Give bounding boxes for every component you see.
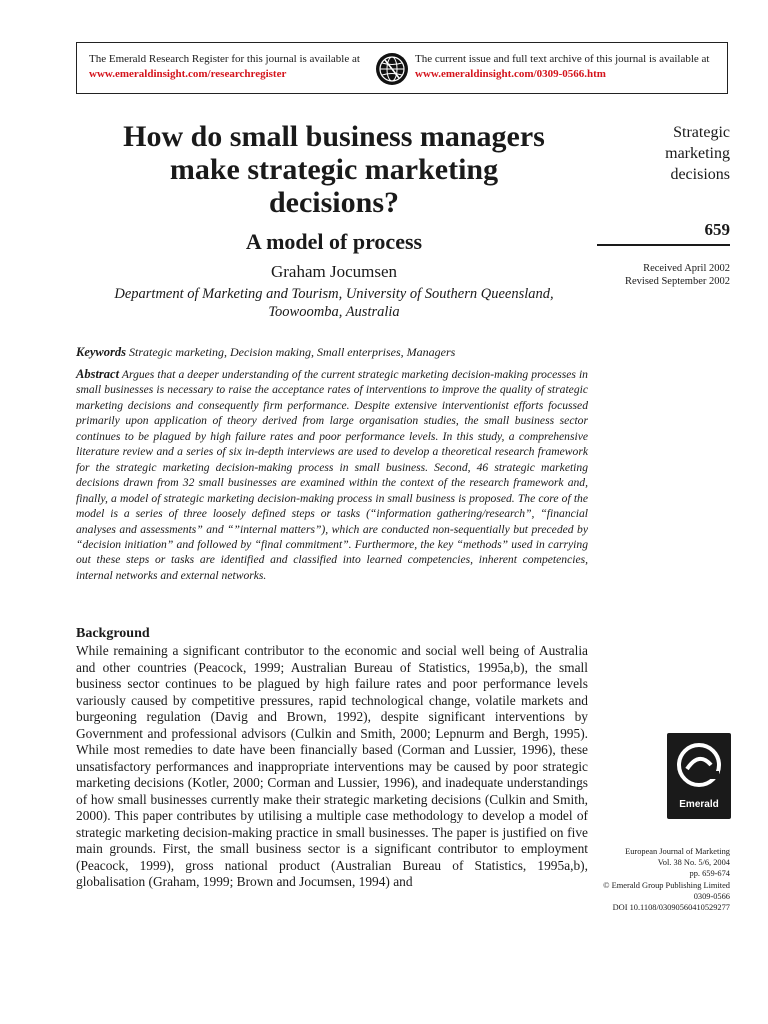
banner-left-text: The Emerald Research Register for this journal is available at (89, 53, 360, 65)
section-heading-background: Background (76, 626, 150, 641)
article-subtitle: A model of process (245, 229, 423, 254)
running-head-line: marketing (665, 145, 730, 162)
journal-citation (580, 846, 730, 913)
revised-date: Revised September 2002 (625, 276, 730, 287)
title-line: decisions? (268, 186, 400, 219)
affiliation-line: Department of Marketing and Tourism, University of Southern Queensland, (114, 286, 554, 302)
author-affiliation (70, 285, 598, 321)
journal-banner (76, 42, 728, 94)
background-paragraph: While remaining a significant contributor to the economic and social well being of Australia and other countries (Peacock, 1999; Australian Bureau of Statistics, 1995a,b), the small business sector continues to be plagued by high failure rates and poor performance levels variously caused by competitive pressures, rapid technological change, volatile markets and burgeoning regulation (Davig and Brown, 1992), despite significant interventions by Government and professional advisors (Culkin and Smith, 2000; Lepnurm and Bergh, 1995). While most remedies to date have been financially based (Corman and Lussier, 1996), these unsatisfactory performances and inappropriate interventions may be caused by poor strategic marketing decisions (Kotler, 2000; Corman and Lussier, 1996), and inadequate understandings of how small businesses currently make their strategic marketing decisions (Culkin and Smith, 2000). This paper contributes by utilising a multiple case methodology to develop a model of strategic marketing decision-making practice in small businesses. The paper is justified on five main grounds. First, the small business sector is a significant contributor to employment (Peacock, 1999), gross national product (Australian Bureau of Statistics, 1995a,b), globalisation (Graham, 1999; Brown and Jocumsen, 1994) and (76, 643, 588, 889)
received-date: Received April 2002 (643, 263, 730, 274)
affiliation-line: Toowoomba, Australia (268, 304, 400, 320)
abstract-text: Argues that a deeper understanding of the current strategic marketing decision-making processes in small businesses is necessary to raise the acceptance rates of interventions to improve the quality of strategic marketing decisions and consequently firm performance. Despite extensive interventionist efforts focussed primarily upon application of theory derived from large organisation studies, the small business sector continues to be plagued by high failure rates and poor performance levels. In this study, a comprehensive literature review and a series of six in-depth interviews are used to develop a theoretical research framework for the strategic marketing decision-making process in small business. Second, 46 strategic marketing decisions drawn from 32 small businesses are examined within the context of the research framework and, finally, a model of strategic marketing decision-making process in small business is proposed. The core of the model is a series of three loosely defined steps or tasks (“information gathering/research”, “financial analyses and assessments” and “”internal matters”), which are conducted non-sequentially but preceded by “decision initiation” and followed by “final commitment”. Furthermore, the key “methods” used in carrying out these steps or tasks are identified and classified into learned competencies, inherent competencies, internal networks and external networks. (76, 368, 588, 582)
title-line: make strategic marketing (169, 153, 499, 186)
running-head (600, 122, 730, 185)
keywords-text: Strategic marketing, Decision making, Small enterprises, Managers (129, 345, 456, 359)
banner-right-text: The current issue and full text archive of this journal is available at (415, 53, 710, 65)
emerald-logo-icon (667, 733, 731, 819)
banner-left (89, 52, 360, 82)
banner-right (415, 52, 709, 82)
article-dates (600, 262, 730, 288)
research-register-link[interactable]: www.emeraldinsight.com/researchregister (89, 68, 287, 80)
journal-issn: 0309-0566 (693, 891, 730, 901)
journal-doi: DOI 10.1108/03090560410529277 (612, 903, 730, 913)
logo-wordmark: Emerald (679, 799, 719, 810)
journal-archive-link[interactable]: www.emeraldinsight.com/0309-0566.htm (415, 68, 606, 80)
author-name: Graham Jocumsen (270, 262, 398, 281)
running-head-line: decisions (670, 166, 730, 183)
sidebar-divider (597, 244, 730, 246)
globe-icon (375, 52, 409, 86)
abstract (76, 367, 588, 583)
journal-copyright: © Emerald Group Publishing Limited (603, 880, 730, 890)
keywords (76, 345, 592, 360)
journal-name: European Journal of Marketing (625, 847, 730, 856)
running-head-line: Strategic (673, 124, 730, 141)
journal-pages: pp. 659-674 (689, 869, 730, 879)
journal-volume: Vol. 38 No. 5/6, 2004 (657, 858, 730, 868)
article-title (76, 120, 592, 219)
keywords-label: Keywords (76, 345, 126, 359)
title-line: How do small business managers (123, 120, 545, 153)
page-number: 659 (704, 220, 730, 239)
abstract-label: Abstract (76, 367, 120, 381)
